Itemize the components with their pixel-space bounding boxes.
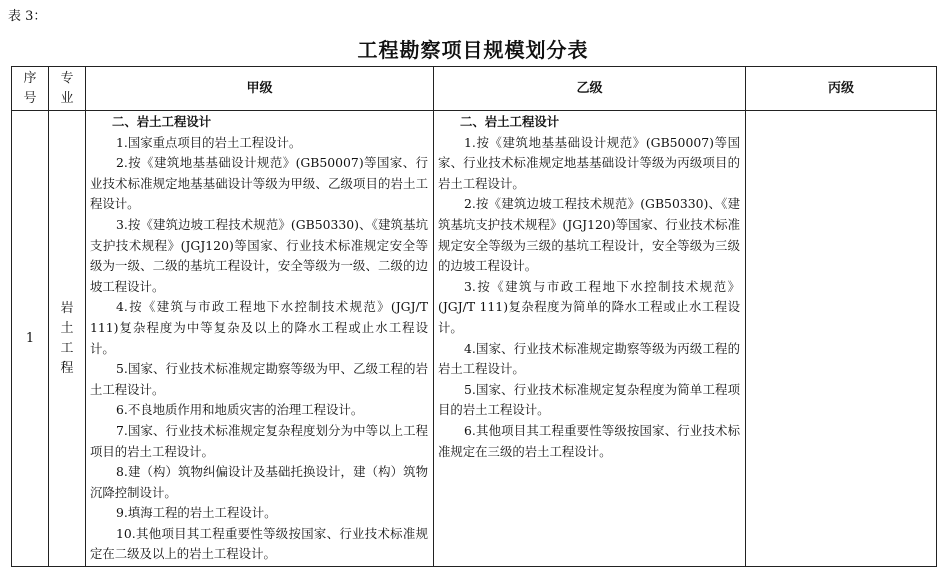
document-title: 工程勘察项目规模划分表 (357, 38, 589, 62)
grade-a-item: 2.按《建筑地基基础设计规范》(GB50007)等国家、行业技术标准规定地基基础设计等级为甲级、乙级项目的岩土工程设计。 (90, 155, 428, 212)
header-seq-char: 号 (23, 90, 37, 106)
grade-a-item: 3.按《建筑边坡工程技术规范》(GB50330)、《建筑基坑支护技术规程》(JGJ120)等国家、行业技术标准规定安全等级为一级、二级的基坑工程设计，安全等级为一级、二级的边坡工程设计。 (90, 216, 428, 294)
row-major (49, 111, 86, 567)
table-row (12, 111, 937, 567)
header-seq-char: 序 (23, 70, 37, 86)
header-major-char: 专 (60, 70, 74, 86)
grade-a-item: 9.填海工程的岩土工程设计。 (116, 505, 277, 521)
row-major-char: 土 (60, 320, 74, 336)
grade-b-item: 2.按《建筑边坡工程技术规范》(GB50330)、《建筑基坑支护技术规程》(JGJ120)等国家、行业技术标准规定安全等级为三级的基坑工程设计，安全等级为三级的边坡工程设计。 (438, 196, 740, 274)
grade-a-item: 8.建（构）筑物纠偏设计及基础托换设计，建（构）筑物沉降控制设计。 (90, 464, 428, 500)
header-major-char: 业 (60, 90, 74, 106)
header-major (49, 67, 86, 111)
grade-a-item: 10.其他项目其工程重要性等级按国家、行业技术标准规定在二级及以上的岩土工程设计。 (90, 525, 428, 562)
header-grade-a: 甲级 (86, 67, 434, 111)
grade-b-item: 3.按《建筑与市政工程地下水控制技术规范》(JGJ/T 111)复杂程度为简单的降水工程或止水工程设计。 (438, 278, 740, 335)
row-major-char: 工 (60, 340, 74, 356)
grade-b-item: 4.国家、行业技术标准规定勘察等级为丙级工程的岩土工程设计。 (438, 340, 740, 377)
header-grade-b: 乙级 (434, 67, 746, 111)
grade-b-item: 1.按《建筑地基基础设计规范》(GB50007)等国家、行业技术标准规定地基基础设计等级为丙级项目的岩土工程设计。 (438, 134, 740, 191)
grade-b-item: 6.其他项目其工程重要性等级按国家、行业技术标准规定在三级的岩土工程设计。 (438, 422, 740, 459)
grade-b-item: 5.国家、行业技术标准规定复杂程度为简单工程项目的岩土工程设计。 (438, 381, 740, 418)
row-seq: 1 (12, 111, 49, 567)
table-label: 表 3： (8, 9, 47, 24)
grade-b-cell (434, 111, 746, 567)
row-major-char: 岩 (60, 300, 74, 316)
grade-a-item: 4.按《建筑与市政工程地下水控制技术规范》(JGJ/T 111)复杂程度为中等复杂及以上的降水工程或止水工程设计。 (90, 299, 428, 356)
header-row (12, 67, 937, 111)
row-major-char: 程 (60, 360, 74, 376)
grade-a-item: 5.国家、行业技术标准规定勘察等级为甲、乙级工程的岩土工程设计。 (90, 361, 428, 397)
grade-a-cell (86, 111, 434, 567)
grade-a-section-title: 二、岩土工程设计 (112, 114, 212, 129)
project-scale-table (11, 66, 937, 567)
header-grade-c: 丙级 (746, 67, 937, 111)
header-seq (12, 67, 49, 111)
grade-a-item: 1.国家重点项目的岩土工程设计。 (116, 134, 302, 150)
grade-b-section-title: 二、岩土工程设计 (460, 114, 560, 129)
grade-c-cell (746, 111, 937, 567)
grade-a-item: 7.国家、行业技术标准规定复杂程度划分为中等以上工程项目的岩土工程设计。 (90, 422, 428, 459)
grade-a-item: 6.不良地质作用和地质灾害的治理工程设计。 (116, 402, 364, 418)
